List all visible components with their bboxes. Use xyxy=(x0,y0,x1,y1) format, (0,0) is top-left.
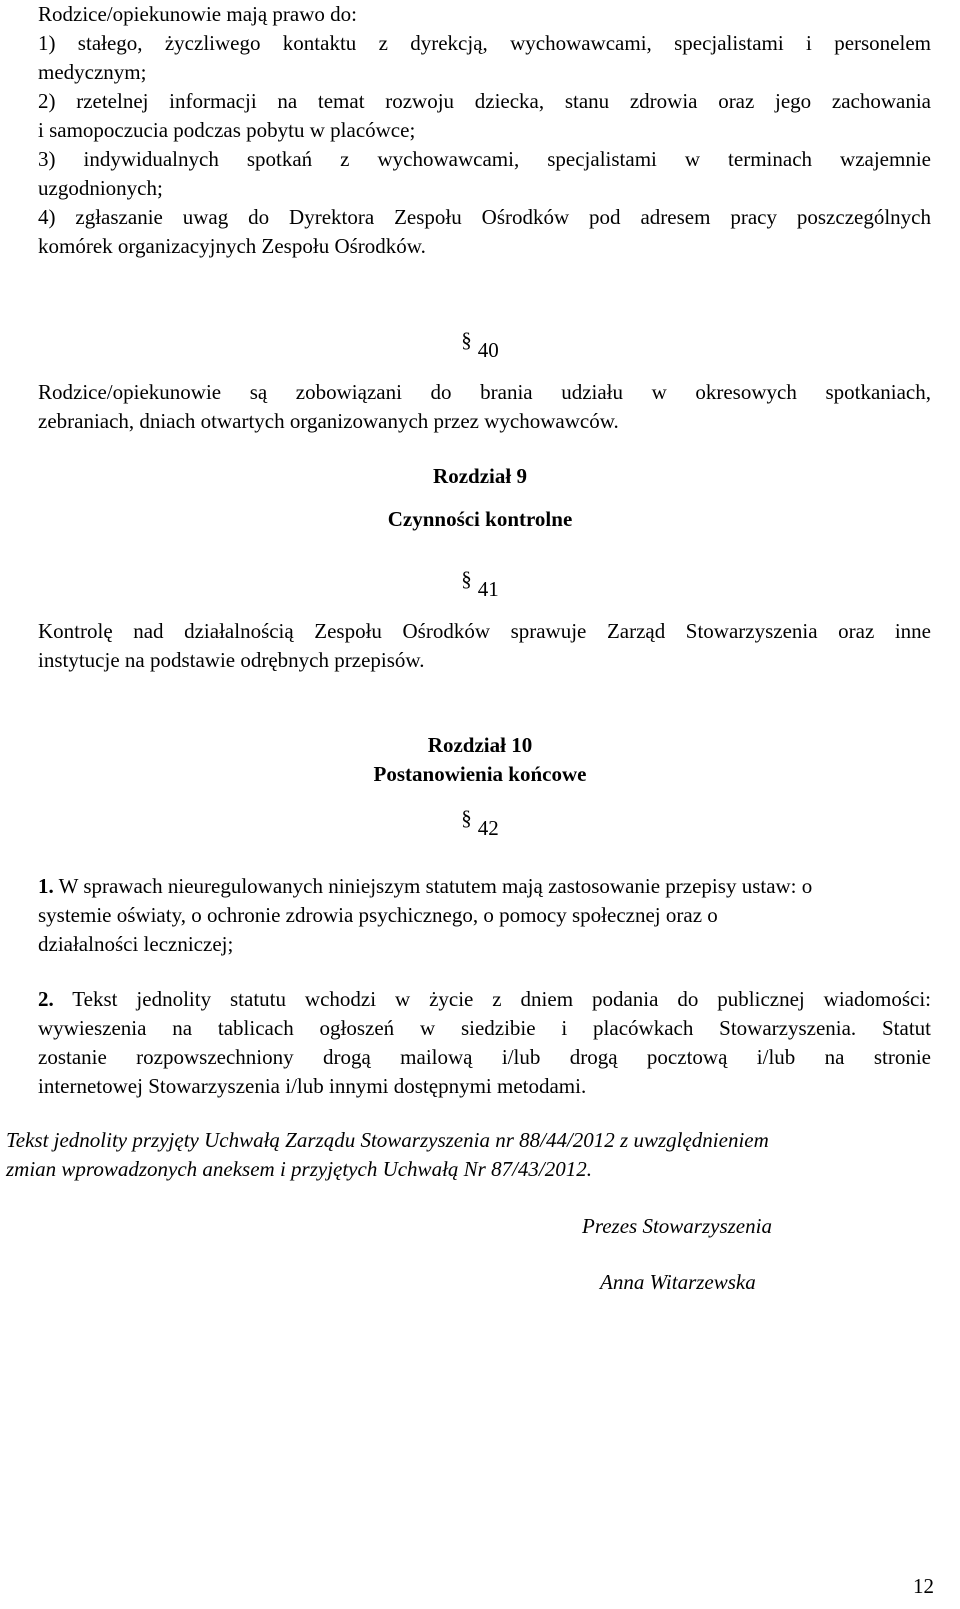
paragraph-number: 42 xyxy=(477,816,499,840)
paragraph-41-line-2: instytucje na podstawie odrębnych przepisów. xyxy=(38,648,425,672)
rights-item-2-line-2: i samopoczucia podczas pobytu w placówce; xyxy=(38,118,416,142)
paragraph-42-point-2 xyxy=(38,985,931,1101)
point-1-line-2: systemie oświaty, o ochronie zdrowia psychicznego, o pomocy społecznej oraz o xyxy=(38,903,718,927)
point-2-line-4: internetowej Stowarzyszenia i/lub innymi dostępnymi metodami. xyxy=(38,1074,587,1098)
signature-role: Prezes Stowarzyszenia xyxy=(582,1214,772,1238)
point-number: 1. xyxy=(38,874,54,898)
point-2-line-2: wywieszenia na tablicach ogłoszeń w siedzibie i placówkach Stowarzyszenia. Statut xyxy=(38,1016,931,1040)
adoption-note xyxy=(6,1126,926,1184)
rights-item-1-line-2: medycznym; xyxy=(38,60,147,84)
point-2-line-1 xyxy=(38,985,931,1014)
point-2-line-3: zostanie rozpowszechniony drogą mailową i/lub drogą pocztową i/lub na stronie xyxy=(38,1045,931,1069)
section-sign: § xyxy=(461,806,472,830)
paragraph-number: 40 xyxy=(477,338,499,362)
point-1-line-1 xyxy=(38,872,931,901)
point-2-text: Tekst jednolity statutu wchodzi w życie z dniem podania do publicznej wiadomości: xyxy=(72,987,931,1011)
point-1-text: W sprawach nieuregulowanych niniejszym statutem mają zastosowanie przepisy ustaw: o xyxy=(58,874,813,898)
paragraph-40-heading xyxy=(0,328,960,365)
chapter-9-subtitle: Czynności kontrolne xyxy=(387,507,573,531)
paragraph-42-point-1 xyxy=(38,872,931,959)
paragraph-40-body xyxy=(38,378,931,436)
rights-item-2-line-1: 2) rzetelnej informacji na temat rozwoju dziecka, stanu zdrowia oraz jego zachowania xyxy=(38,89,931,113)
page-number: 12 xyxy=(913,1574,934,1598)
rights-item-4-line-2: komórek organizacyjnych Zespołu Ośrodków. xyxy=(38,234,426,258)
signature-name: Anna Witarzewska xyxy=(600,1270,756,1294)
paragraph-41-heading xyxy=(0,567,960,604)
chapter-10-subtitle: Postanowienia końcowe xyxy=(373,762,587,786)
paragraph-42-heading xyxy=(0,806,960,843)
chapter-9-title: Rozdział 9 xyxy=(433,464,527,488)
rights-item-4-line-1: 4) zgłaszanie uwag do Dyrektora Zespołu Ośrodków pod adresem pracy poszczególnych xyxy=(38,205,931,229)
section-sign: § xyxy=(461,567,472,591)
adoption-note-line-2: zmian wprowadzonych aneksem i przyjętych Uchwałą Nr 87/43/2012. xyxy=(6,1157,593,1181)
chapter-10-title: Rozdział 10 xyxy=(427,733,533,757)
section-sign: § xyxy=(461,328,472,352)
paragraph-40-line-2: zebraniach, dniach otwartych organizowanych przez wychowawców. xyxy=(38,409,619,433)
paragraph-number: 41 xyxy=(477,577,499,601)
paragraph-41-line-1: Kontrolę nad działalnością Zespołu Ośrodków sprawuje Zarząd Stowarzyszenia oraz inne xyxy=(38,619,931,643)
rights-heading: Rodzice/opiekunowie mają prawo do: xyxy=(38,2,357,26)
rights-section xyxy=(38,0,931,261)
paragraph-41-body xyxy=(38,617,931,675)
rights-item-1-line-1: 1) stałego, życzliwego kontaktu z dyrekcją, wychowawcami, specjalistami i personelem xyxy=(38,31,931,55)
point-1-line-3: działalności leczniczej; xyxy=(38,932,234,956)
rights-item-3-line-1: 3) indywidualnych spotkań z wychowawcami, specjalistami w terminach wzajemnie xyxy=(38,147,931,171)
point-number: 2. xyxy=(38,987,54,1011)
paragraph-40-line-1: Rodzice/opiekunowie są zobowiązani do brania udziału w okresowych spotkaniach, xyxy=(38,380,931,404)
rights-item-3-line-2: uzgodnionych; xyxy=(38,176,163,200)
adoption-note-line-1: Tekst jednolity przyjęty Uchwałą Zarządu Stowarzyszenia nr 88/44/2012 z uwzględnieniem xyxy=(6,1128,769,1152)
